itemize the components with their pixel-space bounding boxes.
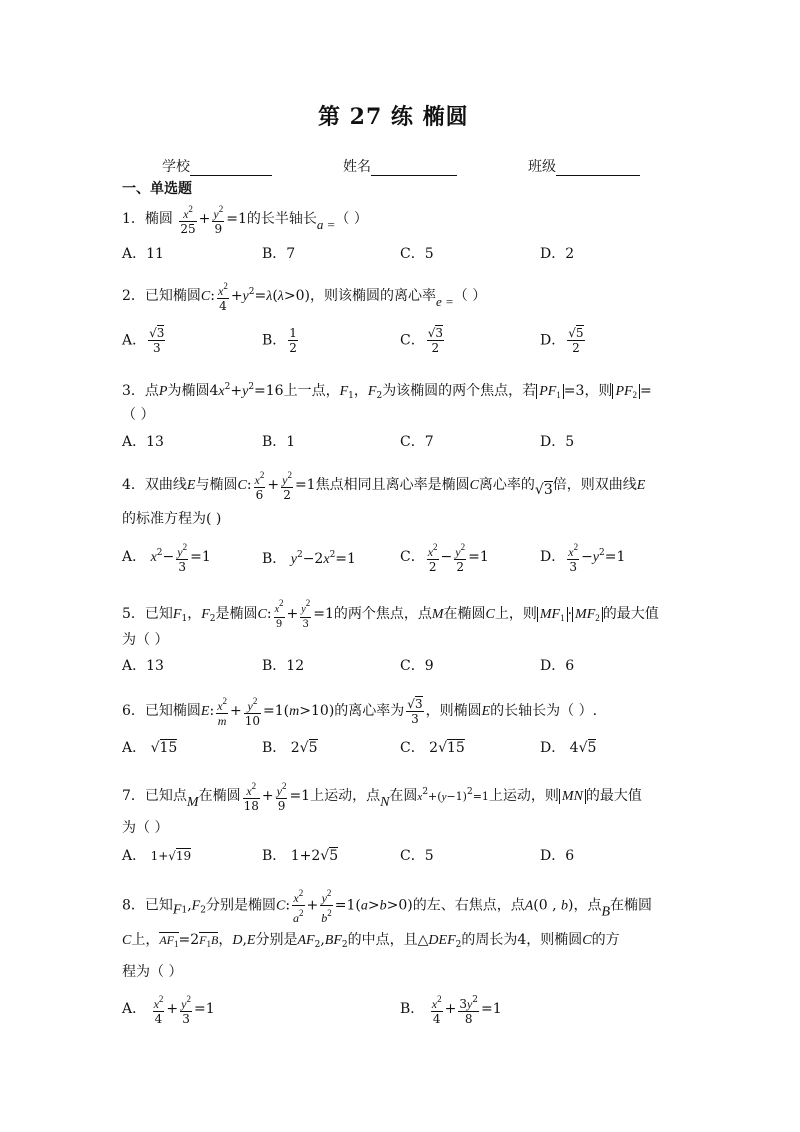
name-blank (371, 161, 457, 176)
question-3-line2: （ ） (122, 407, 155, 423)
q3-option-d[interactable]: D．5 (540, 434, 575, 450)
question-4: 4．双曲线E与椭圆C: $\frac{x^2}{6}$ + $\frac{y^2}{2}$ =1焦点相同且离心率是椭圆C离心率的√3倍，则双曲线E (122, 470, 646, 502)
question-4-line2: 的标准方程为( ) (122, 511, 222, 527)
question-1: 1．椭圆 $\frac{x^2}{25}$ + $\frac{y^2}{9}$ =1的长半轴长a =（ ） (122, 204, 368, 236)
q8-option-b[interactable]: B． $\frac{x^2}{4}$ + $\frac{3y^2}{8}$ =1 (400, 994, 502, 1026)
question-3: 3．点P为椭圆$4x^2+y^2=16$上一点，$F_1$，$F_2$为该椭圆的两个焦点，若 $PF_1 =3$，则 $PF_2$ = (122, 382, 652, 401)
q7-option-a[interactable]: A． 1+√19 (122, 848, 192, 864)
question-8-line2: C上，$AF_1=2F_1B$，D,E分别是$AF_2,BF_2$的中点，且$\triangle DEF_2$的周长为4，则椭圆C的方 (122, 932, 620, 950)
class-blank (556, 161, 640, 176)
question-8: 8．已知$F_1,F_2$分别是椭圆C: $\frac{x^2}{a^2}$ + $\frac{y^2}{b^2}$ =1(a>b>0)的左、右焦点，点A(0 , b)，点B在椭圆 (122, 888, 653, 925)
q4-option-a[interactable]: A． $x^2-$ $\frac{y^2}{3}$ =1 (122, 542, 211, 574)
question-7-line2: 为（ ） (122, 820, 169, 836)
section-heading: 一、单选题 (122, 181, 192, 197)
q3-option-a[interactable]: A．13 (122, 434, 164, 450)
q5-option-d[interactable]: D．6 (540, 658, 575, 674)
school-field (162, 156, 272, 176)
q7-option-b[interactable]: B． 1+2√5 (262, 848, 339, 864)
q2-option-c[interactable]: C． $\frac{√3}{2}$ (400, 326, 444, 355)
q6-option-a[interactable]: A． √15 (122, 740, 178, 756)
question-text: 的长半轴长 (246, 211, 317, 227)
q5-option-c[interactable]: C．9 (400, 658, 434, 674)
q4-option-d[interactable]: D． $\frac{x^2}{3}$ $-y^2=1$ (540, 542, 626, 574)
answer-blank: （ ） (335, 211, 368, 227)
q1-option-d[interactable]: D．2 (540, 246, 575, 262)
question-number: 1． (122, 211, 145, 227)
q4-option-b[interactable]: B． $y^2-2x^2=1$ (262, 550, 356, 567)
q1-option-b[interactable]: B．7 (262, 246, 296, 262)
school-label: 学校 (162, 159, 190, 175)
class-field (528, 156, 640, 176)
q6-option-c[interactable]: C． 2√15 (400, 740, 465, 756)
q2-option-b[interactable]: B． $\frac{1}{2}$ (262, 326, 297, 355)
page-title: 第 27 练 椭圆 (318, 104, 469, 130)
q2-option-a[interactable]: A． $\frac{√3}{3}$ (122, 326, 165, 355)
q7-option-c[interactable]: C．5 (400, 848, 434, 864)
question-5: 5．已知$F_1$，$F_2$是椭圆C: $\frac{x2}{9}$ + $\frac{y2}{3}$ =1的两个焦点，点M在椭圆C上，则 $MF_1 \cdot MF_2$ 的最大值 (122, 598, 659, 630)
question-text: 椭圆 (144, 211, 173, 227)
question-7: 7．已知点M在椭圆 $\frac{x^2}{18}$ + $\frac{y^2}{9}$ =1上运动，点N在圆$x^2+(y-1)^2=1$上运动，则 MN 的最大值 (122, 781, 642, 813)
answer-variable: a = (316, 217, 336, 232)
q6-option-b[interactable]: B． 2√5 (262, 740, 318, 756)
q8-option-a[interactable]: A． $\frac{x^2}{4}$ + $\frac{y^2}{3}$ =1 (122, 994, 215, 1026)
q6-option-d[interactable]: D． 4√5 (540, 740, 597, 756)
q1-option-a[interactable]: A．11 (122, 246, 164, 262)
question-6: 6．已知椭圆E: $\frac{x^2}{m}$ + $\frac{y^2}{10}$ =1(m>10)的离心率为 $\frac{√3}{3}$ ，则椭圆E的长轴长为（ ）. (122, 696, 598, 728)
class-label: 班级 (528, 159, 556, 175)
q5-option-a[interactable]: A．13 (122, 658, 164, 674)
q3-option-b[interactable]: B．1 (262, 434, 296, 450)
school-blank (190, 161, 272, 176)
q7-option-d[interactable]: D．6 (540, 848, 575, 864)
question-5-line2: 为（ ） (122, 632, 169, 648)
q4-option-c[interactable]: C． $\frac{x^2}{2}$ − $\frac{y^2}{2}$ =1 (400, 542, 489, 574)
q2-option-d[interactable]: D． $\frac{√5}{2}$ (540, 326, 584, 355)
name-field (343, 156, 457, 176)
name-label: 姓名 (343, 159, 371, 175)
q5-option-b[interactable]: B．12 (262, 658, 305, 674)
q1-option-c[interactable]: C．5 (400, 246, 434, 262)
question-2: 2．已知椭圆C: $\frac{x^2}{4}$ $+y^2=\lambda(\lambda>0)$，则该椭圆的离心率e =（ ） (122, 281, 487, 313)
question-8-line3: 程为（ ） (122, 964, 183, 980)
q3-option-c[interactable]: C．7 (400, 434, 434, 450)
